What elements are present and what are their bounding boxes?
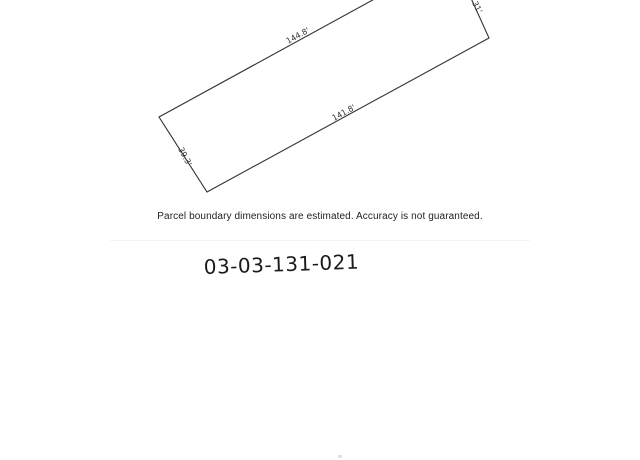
divider xyxy=(110,240,530,241)
dimension-label-top: 144.8' xyxy=(284,25,312,46)
parcel-boundary xyxy=(159,0,489,192)
handwritten-parcel-number: 03-03-131-021 xyxy=(203,249,360,279)
dimension-label-right: 31' xyxy=(470,0,484,15)
dimension-label-bottom: 141.8' xyxy=(330,102,358,123)
scan-mark xyxy=(338,455,342,458)
dimension-label-left: 39.3' xyxy=(176,145,194,168)
disclaimer-text: Parcel boundary dimensions are estimated. Accuracy is not guaranteed. xyxy=(157,211,483,222)
